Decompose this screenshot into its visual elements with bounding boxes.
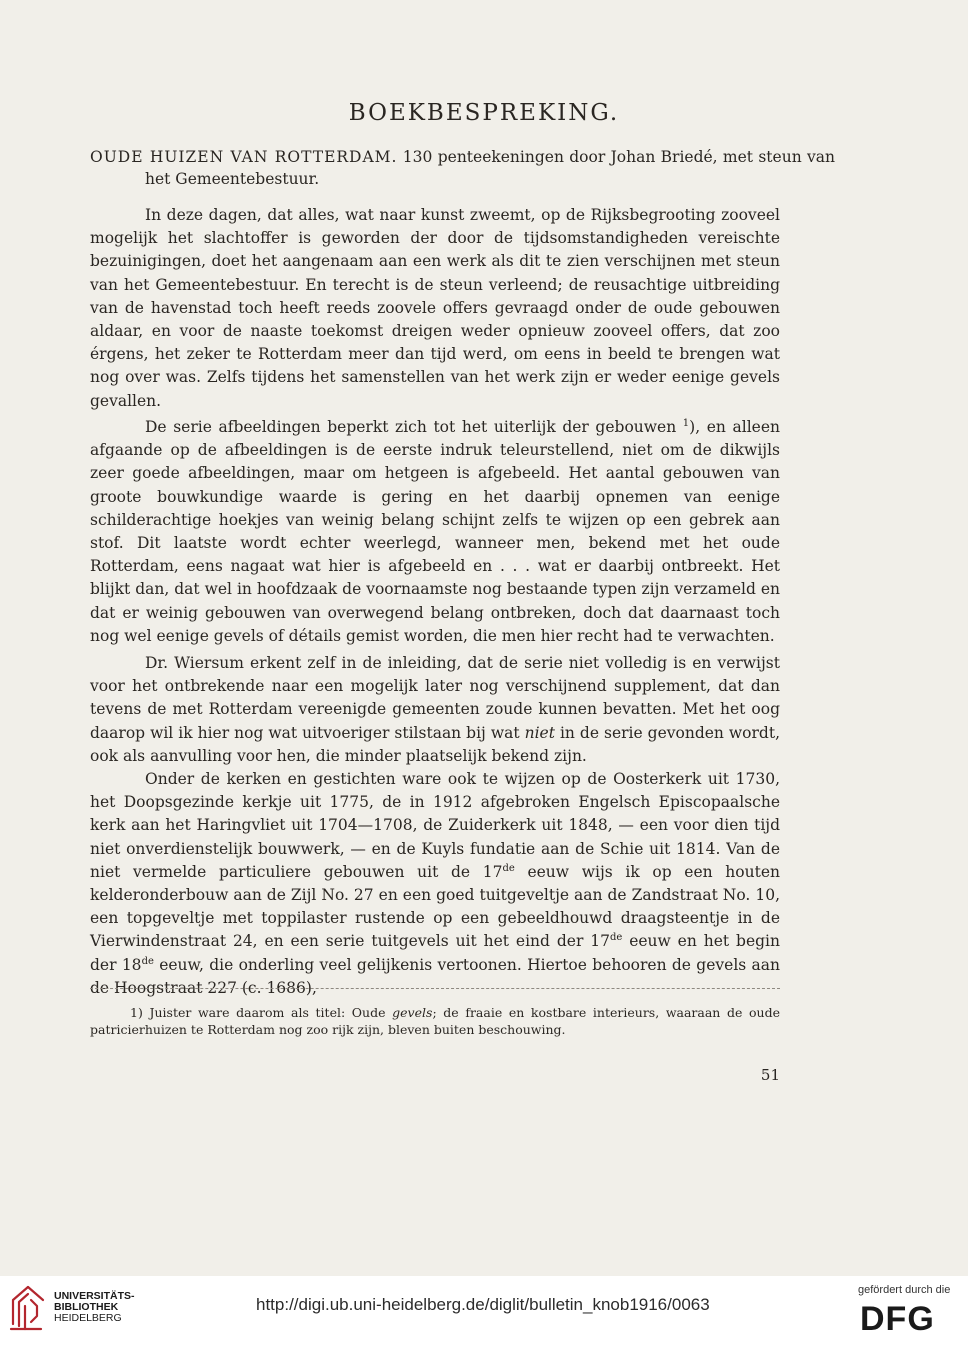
ordinal-suffix: de	[502, 862, 515, 874]
footnote-start: 1) Juister ware daarom als titel: Oude	[130, 1005, 393, 1020]
library-line-2: BIBLIOTHEK	[54, 1301, 119, 1313]
paragraph-1-text: In deze dagen, dat alles, wat naar kunst zweemt, op de Rijksbegrooting zooveel mogelijk het slachtoffer is geworden der door de tijdsomstandigheden vereischte bezuinigingen, doet het aangenaam aan een werk als dit te zien verschijnen met steun van het Gemeentebestuur. En terecht is de steun verleend; de reusachtige uitbreiding van de havenstad toch heeft reeds zoovele offers gevraagd onder de oude gebouwen aldaar, en voor de naaste toekomst dreigen weder opnieuw zooveel offers, dat zoo érgens, het zeker te Rotterdam meer dan tijd werd, om eens in beeld te brengen wat nog over was. Zelfs tijdens het samenstellen van het werk zijn er weder eenige gevels gevallen.	[90, 206, 780, 410]
source-url-link[interactable]: http://digi.ub.uni-heidelberg.de/diglit/bulletin_knob1916/0063	[256, 1295, 710, 1314]
paragraph-2-end: ), en alleen afgaande op de afbeeldingen is de eerste indruk teleurstellend, niet om de dikwijls zeer goede afbeeldingen, maar om hetgeen is afgebeeld. Het aantal gebouwen van groote bouwkundige waarde is gering en het daarbij opnemen van eenige schilderachtige hoekjes van weinig belang schijnt zelfs te wijzen op een gebrek aan stof. Dit laatste wordt echter weerlegd, wanneer men, bekend met het oude Rotterdam, eens nagaat wat hier is afgebeeld en . . . wat er daarbij ontbreekt. Het blijkt dan, dat wel in hoofdzaak de voornaamste nog bestaande typen zijn verzameld en dat er weinig gebouwen van overwegend belang ontbreken, doch dat daarnaast toch nog wel eenige gevels of détails gemist worden, die men hier recht had te verwachten.	[90, 418, 781, 645]
paragraph-3	[90, 652, 780, 768]
footnote-marker[interactable]: 1	[682, 417, 690, 429]
heidelberg-library-logo-icon[interactable]	[8, 1284, 48, 1332]
paragraph-4-part-1: Onder de kerken en gestichten ware ook te wijzen op de Oosterkerk uit 1730, het Doopsgezinde kerkje uit 1775, de in 1912 afgebroken Engelsch Episcopaalsche kerk aan het Haringvliet uit 1704—1708, de Zuiderkerk uit 1848, — een voor dien tijd niet onverdienstelijk bouwwerk, — en de Kuyls fundatie aan de Schie uit 1814. Van de niet vermelde particuliere gebouwen uit de 17	[90, 770, 780, 881]
paragraph-4-part-3: eeuw en het begin der 18	[90, 932, 780, 974]
page-heading: BOEKBESPREKING.	[348, 100, 620, 126]
library-line-1: UNIVERSITÄTS-	[54, 1290, 135, 1302]
paragraph-2-start: De serie afbeeldingen beperkt zich tot het uiterlijk der gebouwen	[145, 418, 683, 436]
ordinal-suffix: de	[609, 932, 623, 944]
footnote	[90, 1004, 780, 1038]
funder-caption: gefördert durch die	[858, 1284, 951, 1296]
paragraph-4-part-4: eeuw, die onderling veel gelijkenis vertoonen. Hiertoe behooren de gevels aan de Hoogstraat 227 (c. 1686),	[90, 955, 781, 997]
footnote-emphasis: gevels	[392, 1005, 433, 1020]
library-name[interactable]	[54, 1291, 135, 1324]
paragraph-4-text	[90, 768, 780, 1000]
paragraph-1	[90, 204, 780, 413]
review-title	[90, 146, 835, 190]
book-title: OUDE HUIZEN VAN ROTTERDAM.	[90, 148, 398, 166]
emphasis-niet: niet	[524, 723, 555, 742]
book-details: 130 penteekeningen door Johan Briedé, met steun van het Gemeentebestuur.	[145, 148, 835, 188]
paragraph-4	[90, 768, 780, 1000]
paragraph-3-start: Dr. Wiersum erkent zelf in de inleiding, dat de serie niet volledig is en verwijst voor het ontbrekende naar een mogelijk later nog verschijnend supplement, dat dan tevens de met Rotterdam vereenigde gemeenten zoude kunnen bevatten. Met het oog daarop wil ik hier nog wat uitvoeriger stilstaan bij wat	[90, 654, 780, 742]
footnote-divider	[90, 988, 780, 989]
footnote-end: ; de fraaie en kostbare interieurs, waaraan de oude patricierhuizen te Rotterdam nog zoo rijk zijn, bleven buiten beschouwing.	[90, 1005, 781, 1037]
paragraph-3-end: in de serie gevonden wordt, ook als aanvulling voor hen, die minder plaatselijk bekend zijn.	[90, 723, 781, 765]
ordinal-suffix: de	[141, 955, 154, 967]
dfg-logo[interactable]: DFG	[860, 1300, 935, 1338]
paragraph-4-part-2: eeuw wijs ik op een houten kelderonderbouw aan de Zijl No. 27 en een goed tuitgeveltje aan de Zandstraat No. 10, een topgeveltje met toppilaster rustende op een gebeeldhouwd draagsteentje in de Vierwindenstraat 24, en een serie tuitgevels uit het eind der 17	[90, 862, 780, 951]
paragraph-2-text	[90, 416, 780, 648]
paragraph-3-text	[90, 652, 780, 768]
page-number: 51	[760, 1066, 780, 1084]
library-line-3: HEIDELBERG	[54, 1312, 122, 1324]
paragraph-2	[90, 416, 780, 648]
